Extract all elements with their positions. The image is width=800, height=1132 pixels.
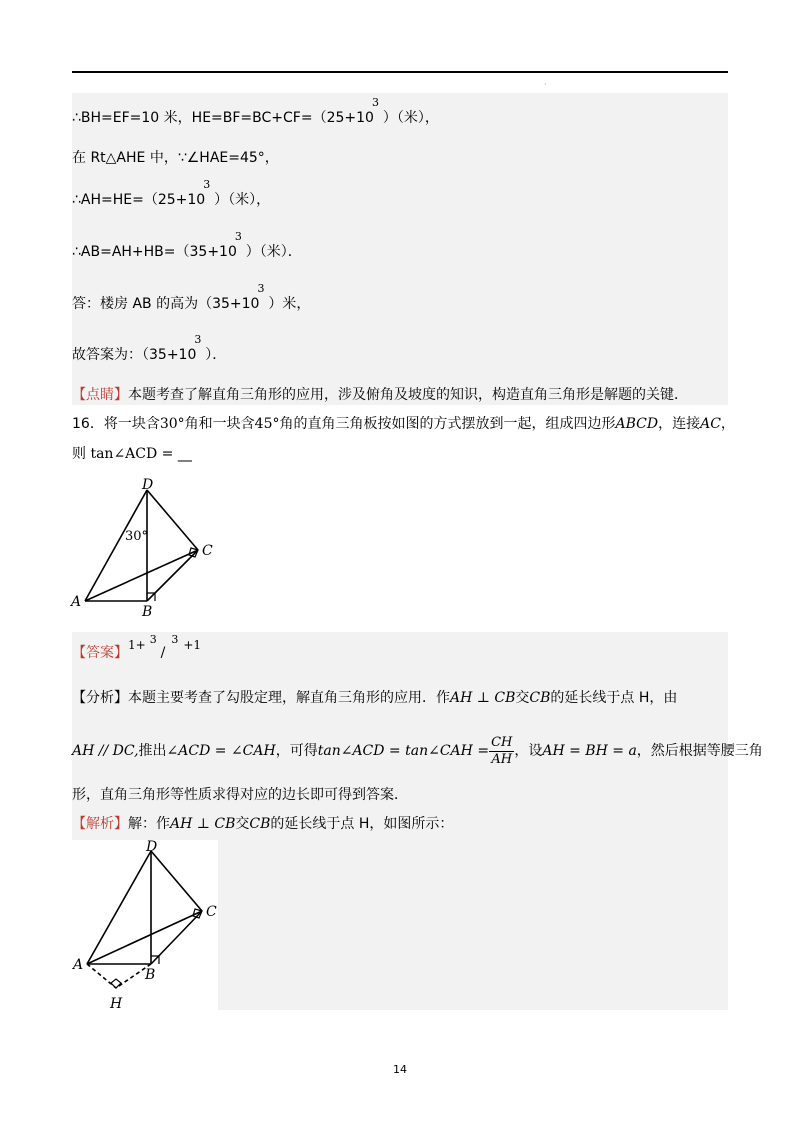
label-c: C — [206, 904, 217, 920]
answer-line: 【答案】1+ 3 / 3 +1 — [72, 633, 202, 661]
label-b: B — [145, 967, 156, 983]
question-16-line-2: 则 tan∠ACD = __ — [72, 446, 192, 462]
solution-15-line-5: 答：楼房 AB 的高为（35+10 3 ）米， — [72, 282, 311, 312]
answer-blank: __ — [177, 446, 192, 462]
analysis-line-3: 形，直角三角形等性质求得对应的边长即可得到答案． — [72, 787, 408, 803]
label-d: D — [142, 478, 154, 493]
solution-15-line-4: ∴AB=AH+HB=（35+10 3 ）（米）． — [72, 230, 302, 260]
answer-tag: 【答案】 — [72, 645, 128, 661]
solution-15-line-6: 故答案为：（35+10 3 ）． — [72, 333, 227, 363]
label-c: C — [202, 543, 213, 559]
label-angle: 30° — [125, 529, 149, 544]
label-b: B — [142, 604, 153, 618]
analysis-line-1: 【分析】本题主要考查了勾股定理，解直角三角形的应用．作AH ⊥ CB交CB的延长线于点 H，由 — [72, 690, 678, 706]
page-number: 14 — [393, 1063, 407, 1076]
label-a: A — [73, 957, 84, 973]
right-angle-h — [111, 979, 121, 988]
question-16-figure — [70, 478, 230, 618]
solution-15-line-3: ∴AH=HE=（25+10 3 ）（米）， — [72, 178, 271, 208]
solution-figure — [72, 840, 218, 1012]
fraction: $\frac{CH}{AH}$ — [491, 734, 513, 767]
analysis-tag: 【分析】 — [72, 690, 128, 706]
solution-15-comment: 【点睛】本题考查了解直角三角形的应用，涉及俯角及坡度的知识，构造直角三角形是解题的关键． — [72, 387, 688, 403]
edge-dc — [147, 490, 198, 550]
edge-ac — [87, 911, 202, 964]
solution-15-line-2: 在 Rt△AHE 中，∵∠HAE=45°， — [72, 150, 279, 166]
edge-da — [87, 851, 151, 964]
solution-15-line-1: ∴BH=EF=10 米，HE=BF=BC+CF=（25+10 3 ）（米）， — [72, 96, 439, 126]
label-h: H — [110, 996, 123, 1012]
edge-da — [85, 490, 147, 601]
header-rule — [72, 71, 728, 73]
solution-tag: 【解析】 — [72, 816, 128, 832]
edge-ac — [85, 550, 198, 601]
analysis-line-2: AH // DC,推出∠ACD = ∠CAH，可得tan∠ACD = tan∠CAH = $\frac{CH}{AH}$ ，设AH = BH = a，然后根据等腰三角 — [72, 734, 763, 767]
question-16-line-1: 16．将一块含30°角和一块含45°角的直角三角板按如图的方式摆放到一起，组成四边形ABCD，连接AC， — [72, 416, 735, 432]
edge-dc — [151, 851, 202, 911]
solution-line-1: 【解析】解：作AH ⊥ CB交CB的延长线于点 H，如图所示： — [72, 816, 454, 832]
comment-tag: 【点睛】 — [72, 387, 128, 403]
header-mark: · — [544, 80, 547, 89]
label-d: D — [146, 840, 158, 855]
label-a: A — [71, 594, 82, 610]
